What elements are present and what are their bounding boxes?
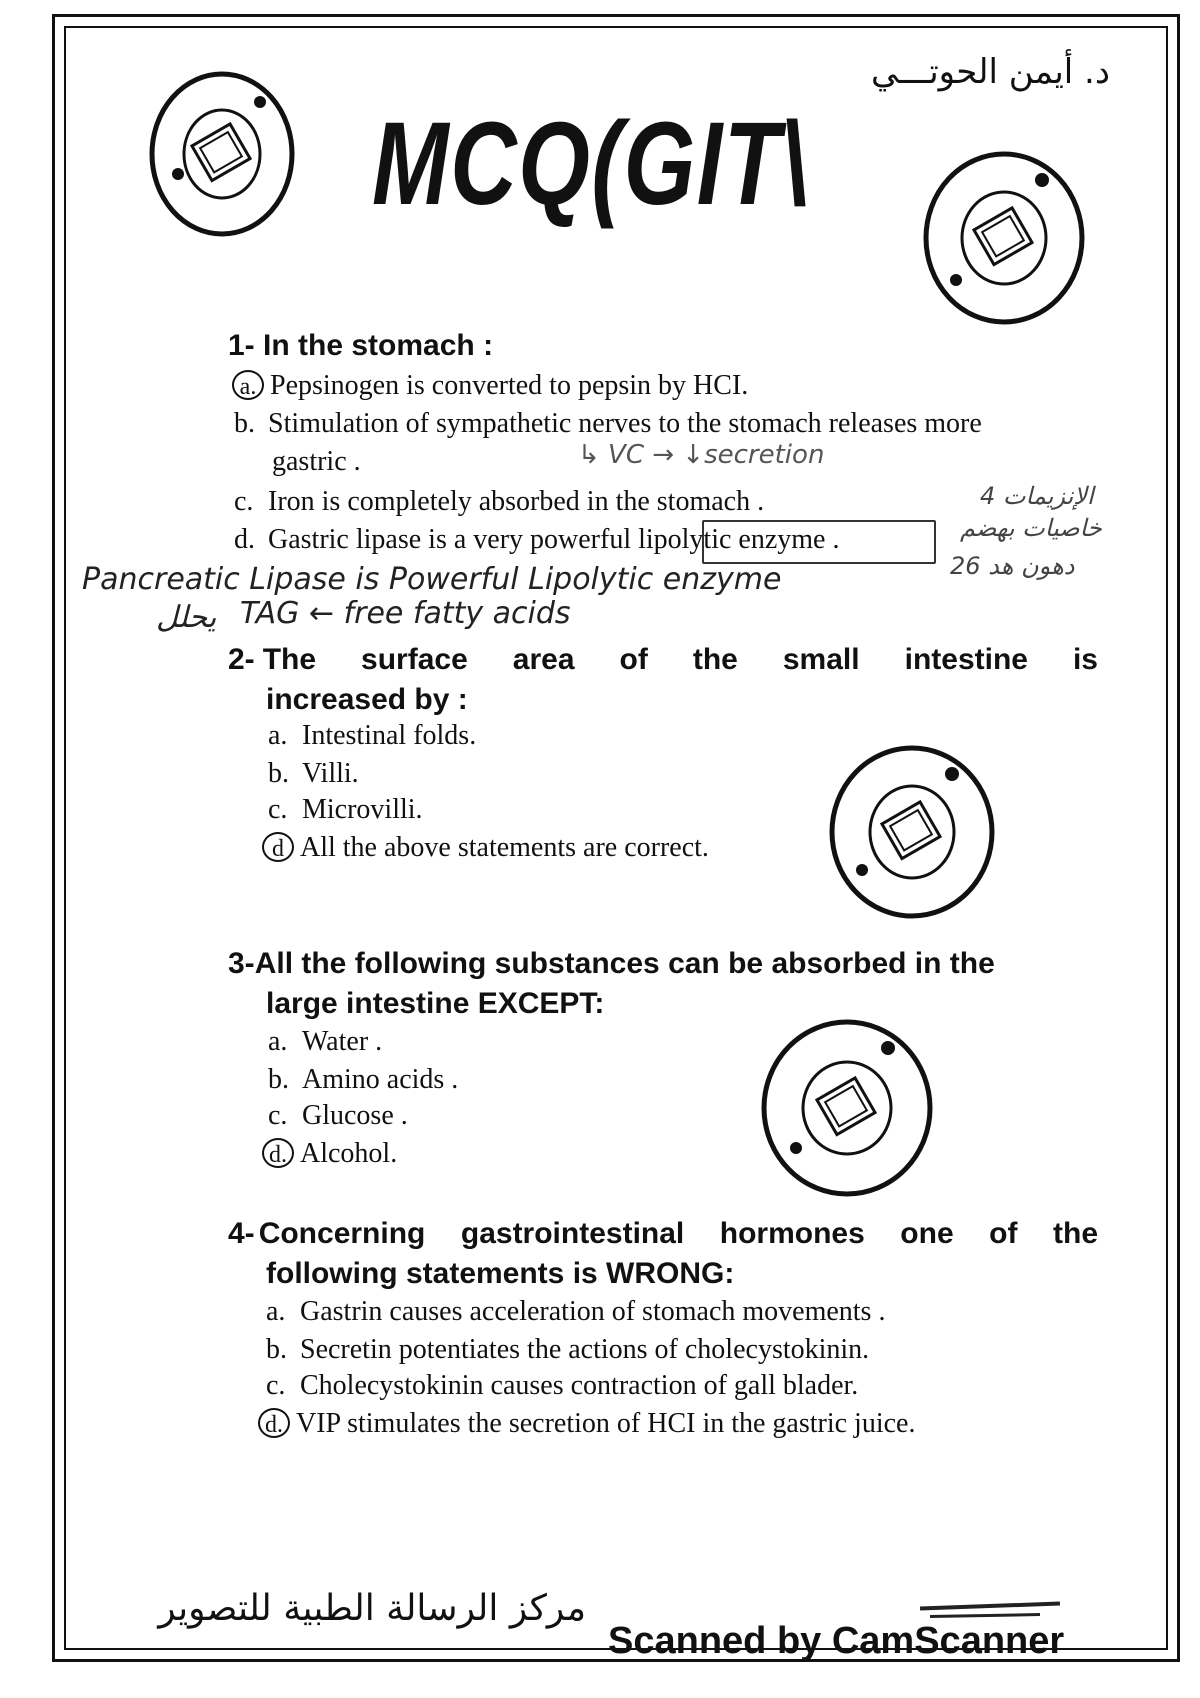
circled-answer-mark: a. (232, 370, 264, 400)
handwritten-sympathetic-note: ↳ VC → ↓secretion (578, 440, 825, 470)
question-1-stem: 1- In the stomach : (228, 329, 494, 362)
circled-answer-mark: d. (258, 1408, 290, 1438)
question-4-option-d[interactable]: d. VIP stimulates the secretion of HCI in the gastric juice. (258, 1406, 915, 1442)
author-name: د. أيمن الحوتـــي (870, 52, 1110, 92)
question-3-option-d[interactable]: d. Alcohol. (262, 1136, 397, 1172)
footer-center-name: مركز الرسالة الطبية للتصوير (158, 1588, 586, 1629)
question-1-option-b-continued: gastric . (272, 446, 361, 477)
stamp-seal-top-right (922, 150, 1086, 326)
question-4-stem: 4- Concerning gastrointestinal hormones one of the following statements is WRONG: (228, 1217, 1098, 1290)
question-2-option-d[interactable]: d All the above statements are correct. (262, 830, 709, 866)
handwritten-arabic-note-3: دهون هد 26 (950, 552, 1075, 580)
stamp-seal-lower (760, 1018, 934, 1198)
question-2-option-b[interactable]: b. Villi. (268, 758, 359, 789)
question-1-option-c[interactable]: c. Iron is completely absorbed in the stomach . (234, 486, 765, 517)
circled-answer-mark: d (262, 832, 294, 862)
question-4-option-a[interactable]: a. Gastrin causes acceleration of stomach movements . (266, 1296, 886, 1327)
question-3-stem: 3-All the following substances can be absorbed in the large intestine EXCEPT: (228, 947, 995, 1020)
handwritten-arabic-note-1: الإنزيمات 4 (980, 482, 1094, 510)
question-1-option-a[interactable]: a. Pepsinogen is converted to pepsin by HCI. (232, 368, 748, 404)
question-3-option-b[interactable]: b. Amino acids . (268, 1064, 459, 1095)
question-4-option-b[interactable]: b. Secretin potentiates the actions of cholecystokinin. (266, 1334, 870, 1365)
question-2-option-a[interactable]: a. Intestinal folds. (268, 720, 477, 751)
handwritten-box-around-lipolytic (702, 520, 936, 564)
question-1-option-d[interactable]: d. Gastric lipase is a very powerful lipolytic enzyme . (234, 524, 840, 555)
question-3-option-c[interactable]: c. Glucose . (268, 1100, 408, 1131)
handwritten-tag-fatty-acids-line: TAG ← free fatty acids (240, 596, 571, 631)
stamp-seal-top-left (148, 70, 296, 238)
circled-answer-mark: d. (262, 1138, 294, 1168)
question-2-option-c[interactable]: c. Microvilli. (268, 794, 423, 825)
question-4-option-c[interactable]: c. Cholecystokinin causes contraction of gall blader. (266, 1370, 859, 1401)
question-2-stem: 2- The surface area of the small intestine is increased by : (228, 643, 1098, 716)
handwritten-arabic-note-2: خاصيات بهضم (960, 514, 1102, 542)
handwritten-pancreatic-lipase-line: Pancreatic Lipase is Powerful Lipolytic enzyme (82, 562, 782, 597)
camscanner-watermark: Scanned by CamScanner (608, 1620, 1065, 1662)
page-title: MCQ(GIT\ (372, 98, 809, 230)
handwritten-arabic-word: يحلل (156, 600, 217, 635)
question-3-option-a[interactable]: a. Water . (268, 1026, 383, 1057)
question-1-option-b[interactable]: b. Stimulation of sympathetic nerves to the stomach releases more (234, 408, 982, 439)
stamp-seal-middle (828, 744, 996, 920)
